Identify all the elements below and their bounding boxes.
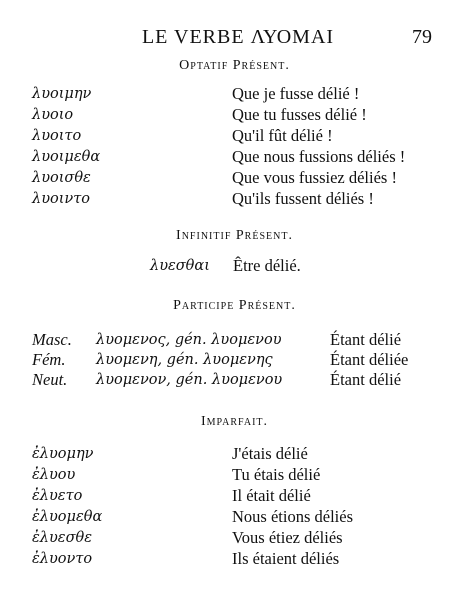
french-translation: Que tu fusses délié ! xyxy=(232,105,367,124)
french-translation: Étant délié xyxy=(330,330,402,349)
french-translation: Ils étaient déliés xyxy=(232,549,340,568)
french-translation: Nous étions déliés xyxy=(232,507,353,526)
conjugation-row xyxy=(0,465,469,485)
french-translation: Tu étais délié xyxy=(232,465,321,484)
conjugation-row xyxy=(0,528,469,548)
section-heading-optatif: Optatif Présent. xyxy=(179,58,290,73)
french-translation: Que je fusse délié ! xyxy=(232,84,360,103)
running-title: LE VERBE ΛΥΟΜΑΙ xyxy=(141,26,335,48)
greek-form: ἐλυεσθε xyxy=(32,530,92,546)
participle-row xyxy=(0,350,469,370)
running-header xyxy=(0,26,469,52)
participle-row xyxy=(0,330,469,350)
gender-label: Masc. xyxy=(32,330,72,349)
conjugation-row xyxy=(0,507,469,527)
section-heading-imparfait: Imparfait. xyxy=(200,414,269,429)
greek-form: λυοισθε xyxy=(32,170,91,186)
greek-form: λυομενη, gén. λυομενης xyxy=(96,352,273,368)
greek-form: λυοιο xyxy=(32,107,74,123)
greek-form: ἐλυομεθα xyxy=(32,509,103,525)
conjugation-row xyxy=(0,549,469,569)
french-translation: Que nous fussions déliés ! xyxy=(232,147,406,166)
greek-form: λυοιμεθα xyxy=(32,149,101,165)
greek-form: ἐλυου xyxy=(32,467,76,483)
french-translation: J'étais délié xyxy=(232,444,308,463)
greek-form: ἐλυομην xyxy=(32,446,94,462)
conjugation-row xyxy=(0,189,469,209)
french-translation: Qu'il fût délié ! xyxy=(232,126,333,145)
french-translation: Qu'ils fussent déliés ! xyxy=(232,189,374,208)
french-translation: Étant délié xyxy=(330,370,402,389)
gender-label: Neut. xyxy=(32,370,68,389)
greek-form: λυεσθαι xyxy=(150,258,210,274)
french-translation: Être délié. xyxy=(233,256,301,275)
french-translation: Il était délié xyxy=(232,486,311,505)
conjugation-row xyxy=(0,84,469,104)
greek-form: λυοιμην xyxy=(32,86,92,102)
greek-form: λυοιντο xyxy=(32,191,90,207)
conjugation-row xyxy=(0,147,469,167)
section-heading-participe: Participe Présent. xyxy=(173,298,296,313)
greek-form: λυοιτο xyxy=(32,128,82,144)
greek-form: ἐλυετο xyxy=(32,488,83,504)
greek-form: λυομενος, gén. λυομενου xyxy=(96,332,282,348)
french-translation: Que vous fussiez déliés ! xyxy=(232,168,397,187)
french-translation: Vous étiez déliés xyxy=(232,528,343,547)
infinitive-row xyxy=(0,256,469,276)
conjugation-row xyxy=(0,105,469,125)
participle-row xyxy=(0,370,469,390)
greek-form: λυομενον, gén. λυομενου xyxy=(96,372,283,388)
french-translation: Étant déliée xyxy=(330,350,409,369)
section-heading-infinitif: Infinitif Présent. xyxy=(176,228,293,243)
conjugation-row xyxy=(0,444,469,464)
gender-label: Fém. xyxy=(32,350,66,369)
conjugation-row xyxy=(0,126,469,146)
conjugation-row xyxy=(0,486,469,506)
page-number: 79 xyxy=(412,26,432,48)
greek-form: ἐλυοντο xyxy=(32,551,93,567)
conjugation-row xyxy=(0,168,469,188)
